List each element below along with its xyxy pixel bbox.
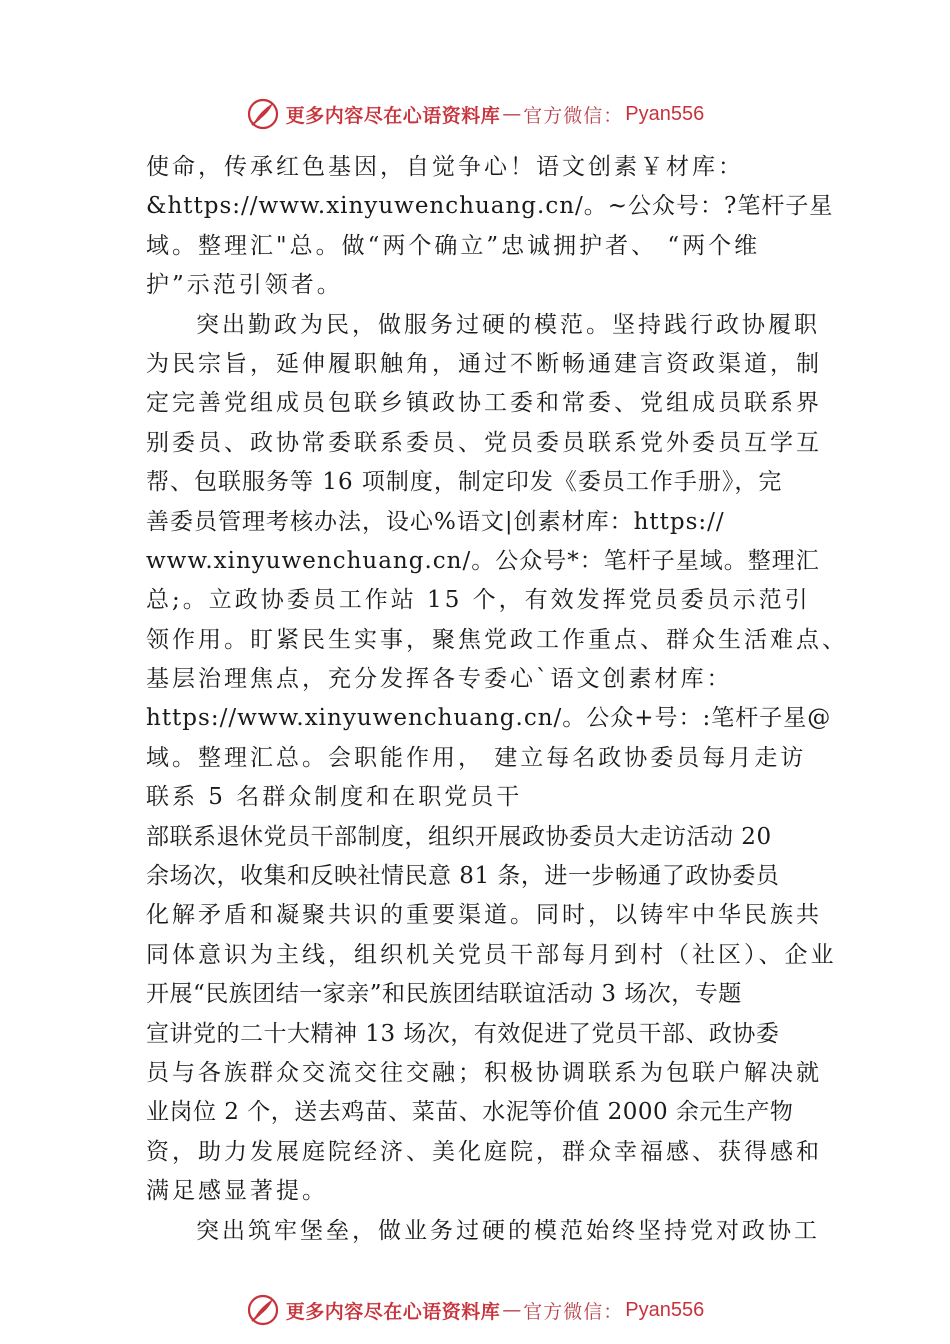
banner-dash: — xyxy=(502,1299,522,1321)
text-line: 域。整理汇"总。做“两个确立”忠诚拥护者、 “两个维 xyxy=(146,232,761,259)
footer-banner xyxy=(0,1290,950,1330)
text-line: 部联系退休党员干部制度，组织开展政协委员大走访活动 20 xyxy=(146,823,772,850)
text-line: 领作用。盯紧民生实事，聚焦党政工作重点、群众生活难点、 xyxy=(146,626,848,653)
text-line: 基层治理焦点，充分发挥各专委心`语文创素材库： xyxy=(146,666,733,693)
document-body xyxy=(146,148,848,1251)
text-line: 开展“民族团结一家亲”和民族团结联谊活动 3 场次，专题 xyxy=(146,981,742,1008)
quill-logo-icon xyxy=(246,1293,280,1327)
paragraph-start: 突出筑牢堡垒，做业务过硬的模范始终坚持党对政协工 xyxy=(196,1217,820,1244)
text-line: 员与各族群众交流交往交融；积极协调联系为包联户解决就 xyxy=(146,1059,822,1086)
text-line: 余场次，收集和反映社情民意 81 条，进一步畅通了政协委员 xyxy=(146,863,780,890)
text-line: 帮、包联服务等 16 项制度，制定印发《委员工作手册》，完 xyxy=(146,469,783,496)
text-line: 同体意识为主线，组织机关党员干部每月到村（社区）、企业 xyxy=(146,941,837,968)
brand-name: 更多内容尽在心语资料库 xyxy=(285,1300,501,1323)
header-banner xyxy=(0,94,950,134)
text-line: https://www.xinyuwenchuang.cn/。公众+号：:笔杆子星@ xyxy=(146,705,832,732)
paragraph-start: 突出勤政为民，做服务过硬的模范。坚持践行政协履职 xyxy=(196,311,820,338)
wechat-id: Pyan556 xyxy=(625,102,705,125)
text-line: &https://www.xinyuwenchuang.cn/。~公众号：?笔杆子星 xyxy=(146,193,834,220)
text-line: 化解矛盾和凝聚共识的重要渠道。同时，以铸牢中华民族共 xyxy=(146,902,822,929)
text-line: 善委员管理考核办法，设心%语文|创素材库：https:// xyxy=(146,508,725,535)
brand-name: 更多内容尽在心语资料库 xyxy=(285,104,501,127)
text-line: 资，助力发展庭院经济、美化庭院，群众幸福感、获得感和 xyxy=(146,1138,822,1165)
wechat-id: Pyan556 xyxy=(625,1298,705,1321)
text-line: www.xinyuwenchuang.cn/。公众号*：笔杆子星域。整理汇 xyxy=(146,547,820,574)
wechat-label: 官方微信： xyxy=(523,1300,624,1323)
text-line: 满足感显著提。 xyxy=(146,1178,328,1205)
text-line: 使命，传承红色基因，自觉争心！语文创素￥材库： xyxy=(146,154,744,180)
text-line: 域。整理汇总。会职能作用， 建立每名政协委员每月走访 xyxy=(146,744,807,771)
text-line: 定完善党组成员包联乡镇政协工委和常委、党组成员联系界 xyxy=(146,390,822,417)
text-line: 为民宗旨，延伸履职触角，通过不断畅通建言资政渠道，制 xyxy=(146,350,822,377)
text-line: 业岗位 2 个，送去鸡苗、菜苗、水泥等价值 2000 余元生产物 xyxy=(146,1099,794,1126)
text-line: 护”示范引领者。 xyxy=(146,272,343,299)
quill-logo-icon xyxy=(246,97,280,131)
text-line: 宣讲党的二十大精神 13 场次，有效促进了党员干部、政协委 xyxy=(146,1020,780,1047)
wechat-label: 官方微信： xyxy=(523,104,624,127)
text-line: 联系 5 名群众制度和在职党员干 xyxy=(146,784,523,811)
banner-dash: — xyxy=(502,103,522,125)
text-line: 别委员、政协常委联系委员、党员委员联系党外委员互学互 xyxy=(146,429,822,456)
text-line: 总;。立政协委员工作站 15 个，有效发挥党员委员示范引 xyxy=(146,587,811,614)
